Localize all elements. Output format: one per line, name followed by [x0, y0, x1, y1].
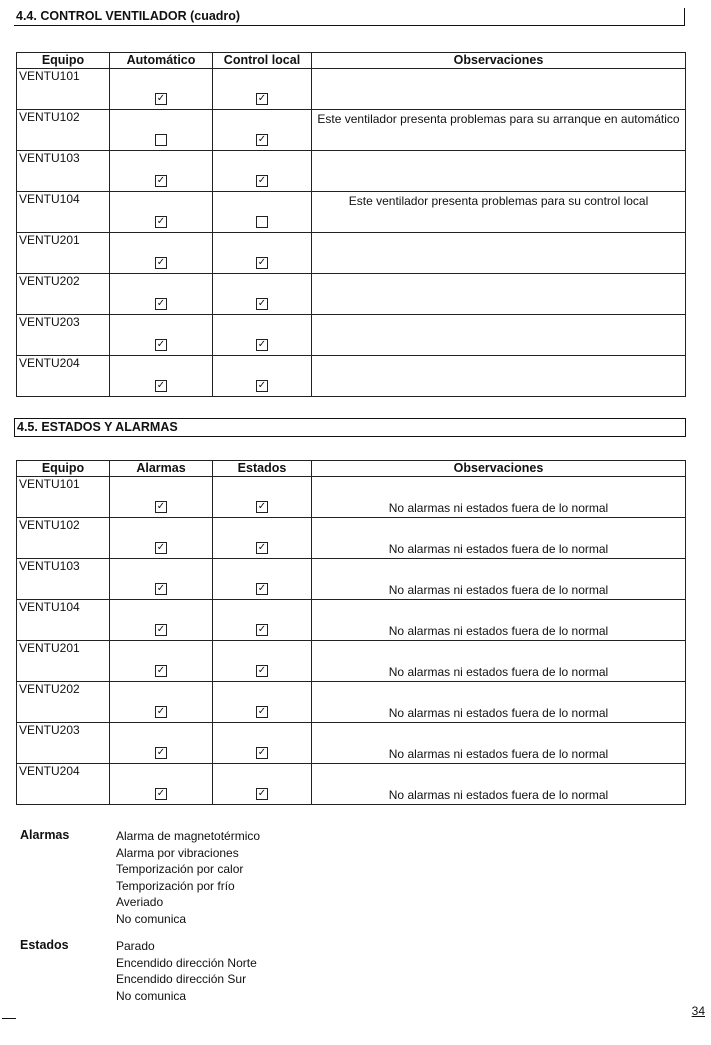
- estados-alarmas-table: [16, 460, 686, 805]
- table-row: [17, 764, 686, 805]
- table-row: [17, 518, 686, 559]
- equipo-cell: VENTU101: [17, 69, 110, 110]
- table-row: [17, 477, 686, 518]
- control-local-checkbox[interactable]: ✓: [257, 134, 267, 145]
- column-header-control-local: Control local: [213, 53, 312, 69]
- legend-item: Parado: [116, 939, 155, 953]
- automatico-cell: [110, 192, 213, 233]
- observaciones-cell-text: No alarmas ni estados fuera de lo normal: [388, 788, 609, 802]
- observaciones-cell: [312, 764, 686, 805]
- alarmas-cell: [110, 477, 213, 518]
- observaciones-cell: [312, 600, 686, 641]
- estados-cell: [213, 682, 312, 723]
- equipo-cell: VENTU202: [17, 274, 110, 315]
- table-row: [17, 356, 686, 397]
- column-header-equipo: Equipo: [17, 53, 110, 69]
- observaciones-cell: [312, 233, 686, 274]
- table-row: [17, 192, 686, 233]
- alarmas-checkbox[interactable]: ✓: [156, 706, 166, 717]
- legend-term-alarmas: Alarmas: [20, 828, 70, 842]
- page-edge-mark: [2, 1018, 16, 1019]
- equipo-cell: VENTU203: [17, 315, 110, 356]
- automatico-cell: [110, 274, 213, 315]
- automatico-checkbox[interactable]: ✓: [156, 93, 166, 104]
- control-local-cell: [213, 151, 312, 192]
- legend-item: Alarma por vibraciones: [116, 845, 239, 860]
- observaciones-cell: [312, 518, 686, 559]
- equipo-cell: VENTU103: [17, 151, 110, 192]
- estados-cell: [213, 600, 312, 641]
- control-local-checkbox[interactable]: ✓: [257, 380, 267, 391]
- automatico-checkbox[interactable]: ✓: [156, 298, 166, 309]
- control-local-checkbox[interactable]: ✓: [257, 175, 267, 186]
- observaciones-cell: Este ventilador presenta problemas para su arranque en automático: [312, 110, 686, 151]
- automatico-cell: [110, 315, 213, 356]
- automatico-cell: [110, 151, 213, 192]
- column-header-alarmas: Alarmas: [110, 461, 213, 477]
- alarmas-cell: [110, 600, 213, 641]
- automatico-checkbox[interactable]: ✓: [156, 175, 166, 186]
- automatico-checkbox[interactable]: ✓: [156, 380, 166, 391]
- observaciones-cell-text: No alarmas ni estados fuera de lo normal: [388, 706, 609, 720]
- automatico-checkbox[interactable]: ✓: [156, 339, 166, 350]
- estados-checkbox[interactable]: ✓: [257, 624, 267, 635]
- alarmas-cell: [110, 518, 213, 559]
- table-row: [17, 641, 686, 682]
- automatico-checkbox[interactable]: ✓: [156, 257, 166, 268]
- table-row: [17, 151, 686, 192]
- equipo-cell: VENTU201: [17, 233, 110, 274]
- estados-cell: [213, 764, 312, 805]
- alarmas-cell: [110, 682, 213, 723]
- table-header-row: [17, 53, 686, 69]
- equipo-cell: VENTU103: [17, 559, 110, 600]
- observaciones-cell-text: No alarmas ni estados fuera de lo normal: [388, 665, 609, 679]
- column-header-observaciones: Observaciones: [312, 461, 686, 477]
- table-row: [17, 600, 686, 641]
- alarmas-checkbox[interactable]: ✓: [156, 501, 166, 512]
- equipo-cell: VENTU101: [17, 477, 110, 518]
- estados-cell: [213, 641, 312, 682]
- equipo-cell: VENTU203: [17, 723, 110, 764]
- observaciones-cell-text: No alarmas ni estados fuera de lo normal: [388, 624, 609, 638]
- estados-checkbox[interactable]: ✓: [257, 665, 267, 676]
- control-local-cell: [213, 233, 312, 274]
- alarmas-checkbox[interactable]: ✓: [156, 583, 166, 594]
- section-title-control-ventilador: 4.4. CONTROL VENTILADOR (cuadro): [14, 8, 685, 26]
- observaciones-cell: [312, 682, 686, 723]
- estados-checkbox[interactable]: ✓: [257, 542, 267, 553]
- equipo-cell: VENTU104: [17, 600, 110, 641]
- automatico-cell: [110, 233, 213, 274]
- equipo-cell: VENTU202: [17, 682, 110, 723]
- table-row: [17, 110, 686, 151]
- table-row: [17, 723, 686, 764]
- automatico-checkbox[interactable]: ✓: [156, 216, 166, 227]
- section-title-estados-alarmas: 4.5. ESTADOS Y ALARMAS: [14, 418, 686, 437]
- alarmas-checkbox[interactable]: ✓: [156, 747, 166, 758]
- control-ventilador-table: [16, 52, 686, 397]
- control-local-checkbox[interactable]: ✓: [257, 339, 267, 350]
- alarmas-cell: [110, 559, 213, 600]
- estados-checkbox[interactable]: ✓: [257, 788, 267, 799]
- equipo-cell: VENTU204: [17, 356, 110, 397]
- equipo-cell: VENTU102: [17, 110, 110, 151]
- observaciones-cell: [312, 69, 686, 110]
- alarmas-cell: [110, 641, 213, 682]
- legend-item: Temporización por frío: [116, 878, 235, 893]
- alarmas-cell: [110, 764, 213, 805]
- observaciones-cell: [312, 723, 686, 764]
- estados-cell: [213, 723, 312, 764]
- alarmas-checkbox[interactable]: ✓: [156, 788, 166, 799]
- observaciones-cell-text: No alarmas ni estados fuera de lo normal: [388, 542, 609, 556]
- table-row: [17, 559, 686, 600]
- observaciones-cell: [312, 151, 686, 192]
- estados-checkbox[interactable]: ✓: [257, 583, 267, 594]
- column-header-estados: Estados: [213, 461, 312, 477]
- estados-checkbox[interactable]: ✓: [257, 747, 267, 758]
- observaciones-cell-text: No alarmas ni estados fuera de lo normal: [388, 747, 609, 761]
- observaciones-cell: [312, 274, 686, 315]
- equipo-cell: VENTU204: [17, 764, 110, 805]
- control-local-cell: [213, 110, 312, 151]
- automatico-cell: [110, 69, 213, 110]
- observaciones-cell: [312, 559, 686, 600]
- column-header-observaciones: Observaciones: [312, 53, 686, 69]
- control-local-cell: [213, 192, 312, 233]
- estados-cell: [213, 559, 312, 600]
- page-number: 34: [691, 1004, 705, 1018]
- alarmas-checkbox[interactable]: ✓: [156, 542, 166, 553]
- alarmas-cell: [110, 723, 213, 764]
- automatico-cell: [110, 356, 213, 397]
- observaciones-cell-text: No alarmas ni estados fuera de lo normal: [388, 583, 609, 597]
- legend-item: No comunica: [116, 988, 187, 1003]
- table-row: [17, 682, 686, 723]
- observaciones-cell: [312, 356, 686, 397]
- observaciones-cell: [312, 477, 686, 518]
- legend-item: Encendido dirección Norte: [116, 955, 257, 970]
- table-row: [17, 274, 686, 315]
- legend-item: Alarma de magnetotérmico: [116, 829, 261, 843]
- column-header-equipo: Equipo: [17, 461, 110, 477]
- table-header-row: [17, 461, 686, 477]
- table-row: [17, 233, 686, 274]
- column-header-automatico: Automático: [110, 53, 213, 69]
- control-local-checkbox[interactable]: ✓: [257, 257, 267, 268]
- control-local-cell: [213, 274, 312, 315]
- control-local-checkbox[interactable]: ✓: [257, 93, 267, 104]
- control-local-checkbox[interactable]: ✓: [257, 298, 267, 309]
- estados-checkbox[interactable]: ✓: [257, 706, 267, 717]
- control-local-cell: [213, 356, 312, 397]
- legend-item: Averiado: [116, 895, 164, 909]
- equipo-cell: VENTU102: [17, 518, 110, 559]
- alarmas-checkbox[interactable]: ✓: [156, 624, 166, 635]
- observaciones-cell: [312, 315, 686, 356]
- estados-cell: [213, 477, 312, 518]
- automatico-cell: [110, 110, 213, 151]
- estados-checkbox[interactable]: ✓: [257, 501, 267, 512]
- table-row: [17, 315, 686, 356]
- control-local-cell: [213, 315, 312, 356]
- observaciones-cell-text: No alarmas ni estados fuera de lo normal: [388, 501, 609, 515]
- automatico-checkbox[interactable]: [155, 134, 167, 146]
- control-local-cell: [213, 69, 312, 110]
- legend-item: Temporización por calor: [116, 862, 244, 876]
- legend-item: Encendido dirección Sur: [116, 972, 247, 986]
- table-row: [17, 69, 686, 110]
- observaciones-cell: [312, 641, 686, 682]
- observaciones-cell: Este ventilador presenta problemas para su control local: [312, 192, 686, 233]
- equipo-cell: VENTU201: [17, 641, 110, 682]
- estados-cell: [213, 518, 312, 559]
- legend-term-estados: Estados: [20, 938, 69, 952]
- legend-item: No comunica: [116, 911, 187, 926]
- equipo-cell: VENTU104: [17, 192, 110, 233]
- alarmas-checkbox[interactable]: ✓: [156, 665, 166, 676]
- control-local-checkbox[interactable]: [256, 216, 268, 228]
